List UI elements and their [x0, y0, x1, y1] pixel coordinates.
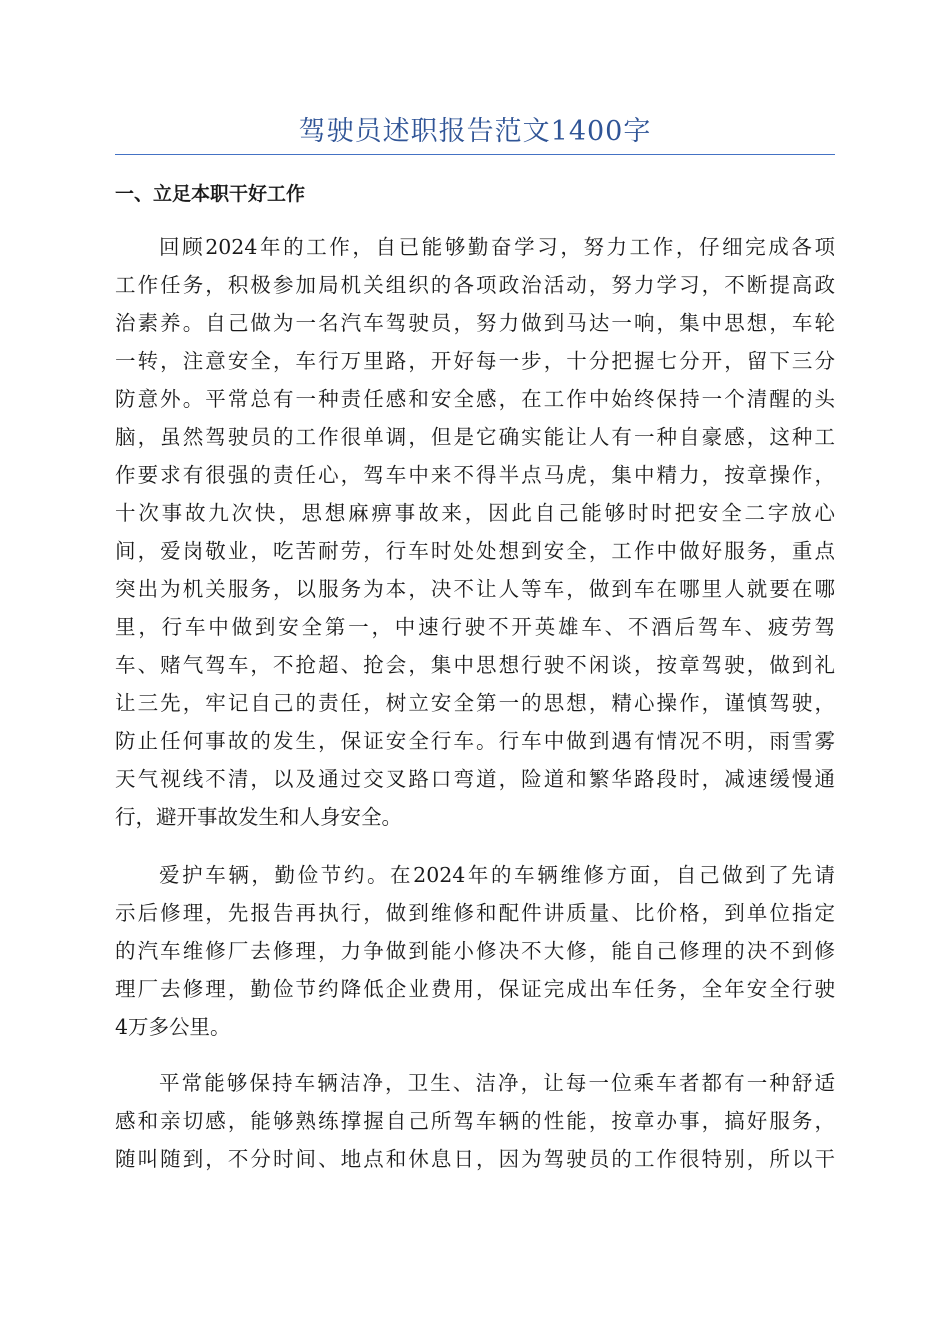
paragraph-line: 平常能够保持车辆洁净，卫生、洁净，让每一位乘车者都有一种舒适	[159, 1071, 835, 1095]
paragraph-line: 随叫随到，不分时间、地点和休息日，因为驾驶员的工作很特别，所以干	[115, 1147, 835, 1171]
paragraph-line: 感和亲切感，能够熟练撑握自己所驾车辆的性能，按章办事，搞好服务，	[115, 1109, 835, 1133]
document-title: 驾驶员述职报告范文1400字	[298, 116, 652, 147]
paragraph-line: 防止任何事故的发生，保证安全行车。行车中做到遇有情况不明，雨雪雾	[115, 729, 835, 753]
paragraph-line: 爱护车辆，勤俭节约。在2024年的车辆维修方面，自己做到了先请	[159, 863, 835, 887]
paragraph-line: 脑，虽然驾驶员的工作很单调，但是它确实能让人有一种自豪感，这种工	[115, 425, 835, 449]
paragraph-line: 让三先，牢记自己的责任，树立安全第一的思想，精心操作，谨慎驾驶，	[115, 691, 835, 715]
paragraph-line: 治素养。自己做为一名汽车驾驶员，努力做到马达一响，集中思想，车轮	[115, 311, 835, 335]
paragraph-line: 里，行车中做到安全第一，中速行驶不开英雄车、不酒后驾车、疲劳驾	[115, 615, 835, 639]
section-heading: 一、立足本职干好工作	[115, 183, 306, 205]
paragraph-line: 理厂去修理，勤俭节约降低企业费用，保证完成出车任务，全年安全行驶	[115, 977, 835, 1001]
paragraph-2	[115, 856, 835, 1046]
paragraph-line: 作要求有很强的责任心，驾车中来不得半点马虎，集中精力，按章操作，	[115, 463, 835, 487]
paragraph-3	[115, 1064, 835, 1178]
paragraph-line: 工作任务，积极参加局机关组织的各项政治活动，努力学习，不断提高政	[115, 273, 835, 297]
paragraph-line: 防意外。平常总有一种责任感和安全感，在工作中始终保持一个清醒的头	[115, 387, 835, 411]
title-underline	[115, 154, 835, 155]
paragraph-1	[115, 228, 835, 836]
paragraph-line: 车、赌气驾车，不抢超、抢会，集中思想行驶不闲谈，按章驾驶，做到礼	[115, 653, 835, 677]
paragraph-line: 行，避开事故发生和人身安全。	[115, 805, 402, 829]
paragraph-line: 4万多公里。	[115, 1015, 231, 1039]
paragraph-line: 示后修理，先报告再执行，做到维修和配件讲质量、比价格，到单位指定	[115, 901, 835, 925]
paragraph-line: 间，爱岗敬业，吃苦耐劳，行车时处处想到安全，工作中做好服务，重点	[115, 539, 835, 563]
paragraph-line: 回顾2024年的工作，自已能够勤奋学习，努力工作，仔细完成各项	[159, 235, 835, 259]
paragraph-line: 十次事故九次快，思想麻痹事故来，因此自己能够时时把安全二字放心	[115, 501, 835, 525]
paragraph-line: 的汽车维修厂去修理，力争做到能小修决不大修，能自己修理的决不到修	[115, 939, 835, 963]
paragraph-line: 天气视线不清，以及通过交叉路口弯道，险道和繁华路段时，减速缓慢通	[115, 767, 835, 791]
paragraph-line: 突出为机关服务，以服务为本，决不让人等车，做到车在哪里人就要在哪	[115, 577, 835, 601]
paragraph-line: 一转，注意安全，车行万里路，开好每一步，十分把握七分开，留下三分	[115, 349, 835, 373]
